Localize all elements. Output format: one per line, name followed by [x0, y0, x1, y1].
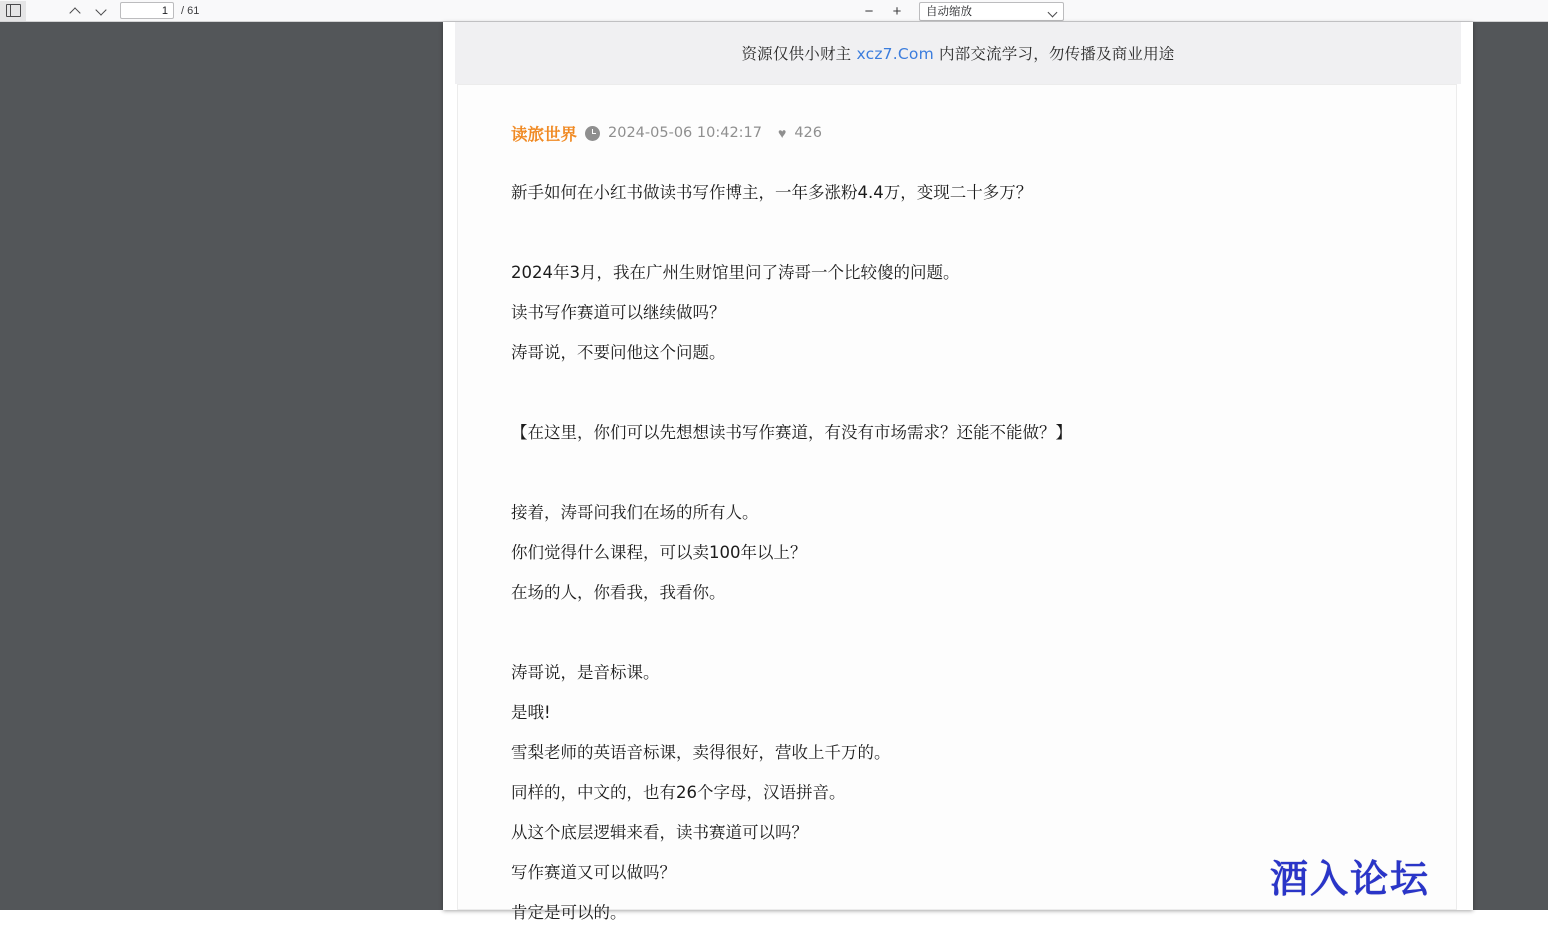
post-paragraph: 同样的，中文的，也有26个字母，汉语拼音。: [511, 783, 846, 802]
promo-banner: [455, 22, 1461, 84]
promo-banner-text: [741, 42, 1174, 64]
post-paragraph: 你们觉得什么课程，可以卖100年以上？: [511, 543, 807, 562]
promo-link[interactable]: xcz7.Com: [856, 45, 934, 63]
sidebar-toggle-button[interactable]: [0, 1, 26, 21]
next-page-button[interactable]: [88, 1, 114, 21]
zoom-level-select[interactable]: [919, 2, 1064, 21]
post-like-count: 426: [794, 125, 822, 141]
previous-page-button[interactable]: [62, 1, 88, 21]
page-number-input[interactable]: [120, 2, 174, 19]
post-card: [457, 84, 1457, 922]
post-paragraph: 读书写作赛道可以继续做吗？: [511, 303, 726, 322]
chevron-up-icon: [69, 7, 80, 18]
post-paragraph: 从这个底层逻辑来看，读书赛道可以吗？: [511, 823, 808, 842]
post-paragraph: 是哦!: [511, 703, 551, 722]
chevron-down-icon: [1048, 7, 1058, 17]
heart-icon: ♥: [778, 125, 787, 141]
post-paragraph: 写作赛道又可以做吗？: [511, 863, 676, 882]
zoom-level-value: 自动缩放: [926, 6, 972, 18]
forum-watermark: 酒入论坛: [1269, 857, 1430, 901]
promo-prefix: 资源仅供小财主: [741, 45, 857, 63]
post-paragraph: 接着，涛哥问我们在场的所有人。: [511, 503, 759, 522]
page-total-label: / 61: [181, 4, 200, 17]
pdf-page: [443, 22, 1473, 922]
post-paragraph: 2024年3月，我在广州生财馆里问了涛哥一个比较傻的问题。: [511, 263, 960, 282]
post-paragraph: 在场的人，你看我，我看你。: [511, 583, 726, 602]
toolbar-zoom-group: [855, 0, 1064, 22]
sidebar-icon: [6, 4, 21, 17]
promo-suffix: 内部交流学习，勿传播及商业用途: [933, 45, 1175, 63]
toolbar-left-group: [0, 0, 199, 21]
post-paragraph: 肯定是可以的。: [511, 903, 627, 922]
post-paragraph: 雪梨老师的英语音标课，卖得很好，营收上千万的。: [511, 743, 891, 762]
post-meta: [511, 121, 822, 145]
post-paragraph: 涛哥说，是音标课。: [511, 663, 660, 682]
zoom-out-button[interactable]: −: [864, 2, 874, 20]
post-paragraph: 【在这里，你们可以先想想读书写作赛道，有没有市场需求？还能不能做？】: [511, 423, 1072, 442]
chevron-down-icon: [95, 4, 106, 15]
clock-icon: [585, 126, 600, 141]
post-author: 读旅世界: [511, 125, 577, 144]
zoom-in-button[interactable]: +: [892, 2, 902, 20]
post-timestamp: 2024-05-06 10:42:17: [608, 125, 762, 141]
post-body: [511, 173, 1431, 933]
pdf-viewer-canvas[interactable]: [0, 22, 1548, 922]
post-paragraph: 新手如何在小红书做读书写作博主，一年多涨粉4.4万，变现二十多万？: [511, 183, 1033, 202]
pdf-toolbar: [0, 0, 1548, 22]
post-paragraph: 涛哥说，不要问他这个问题。: [511, 343, 726, 362]
